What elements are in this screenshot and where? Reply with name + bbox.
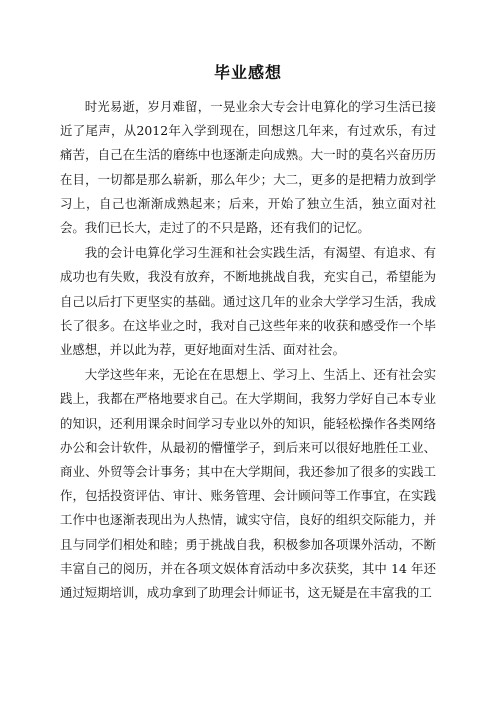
paragraph-3: 大学这些年来，无论在在思想上、学习上、生活上、还有社会实践上，我都在严格地要求自己。在大学期间，我努力学好自己本专业的知识，还利用课余时间学习专业以外的知识，能轻松操作各类网络办公和会计软件，从最初的懵懂学子，到后来可以很好地胜任工业、商业、外贸等会计事务；其中在大学期间，我还参加了很多的实践工作，包括投资评估、审计、账务管理、会计顾问等工作事宜，在实践工作中也逐渐表现出为人热情，诚实守信，良好的组织交际能力，并且与同学们相处和睦；勇于挑战自我，积极参加各项课外活动，不断丰富自己的阅历，并在各项文娱体育活动中多次获奖，其中 14 年还通过短期培训，成功拿到了助理会计师证书，这无疑是在丰富我的工	[60, 367, 436, 601]
document-title: 毕业感想	[213, 63, 282, 82]
paragraph-1: 时光易逝，岁月难留，一晃业余大专会计电算化的学习生活已接近了尾声，从2012年入学到现在，回想这几年来，有过欢乐，有过痛苦，自己在生活的磨练中也逐渐走向成熟。大一时的莫名兴奋历历在目，一切都是那么崭新，那么年少；大二，更多的是把精力放到学习上，自己也渐渐成熟起来；后来，开始了独立生活，独立面对社会。我们已长大，走过了的不只是路，还有我们的记忆。	[60, 99, 436, 236]
paragraph-2: 我的会计电算化学习生涯和社会实践生活，有渴望、有追求、有成功也有失败，我没有放弃，不断地挑战自我，充实自己，希望能为自己以后打下更坚实的基础。通过这几年的业余大学学习生活，我成长了很多。在这毕业之时，我对自己这些年来的收获和感受作一个毕业感想，并以此为荐，更好地面对生活、面对社会。	[60, 245, 436, 358]
